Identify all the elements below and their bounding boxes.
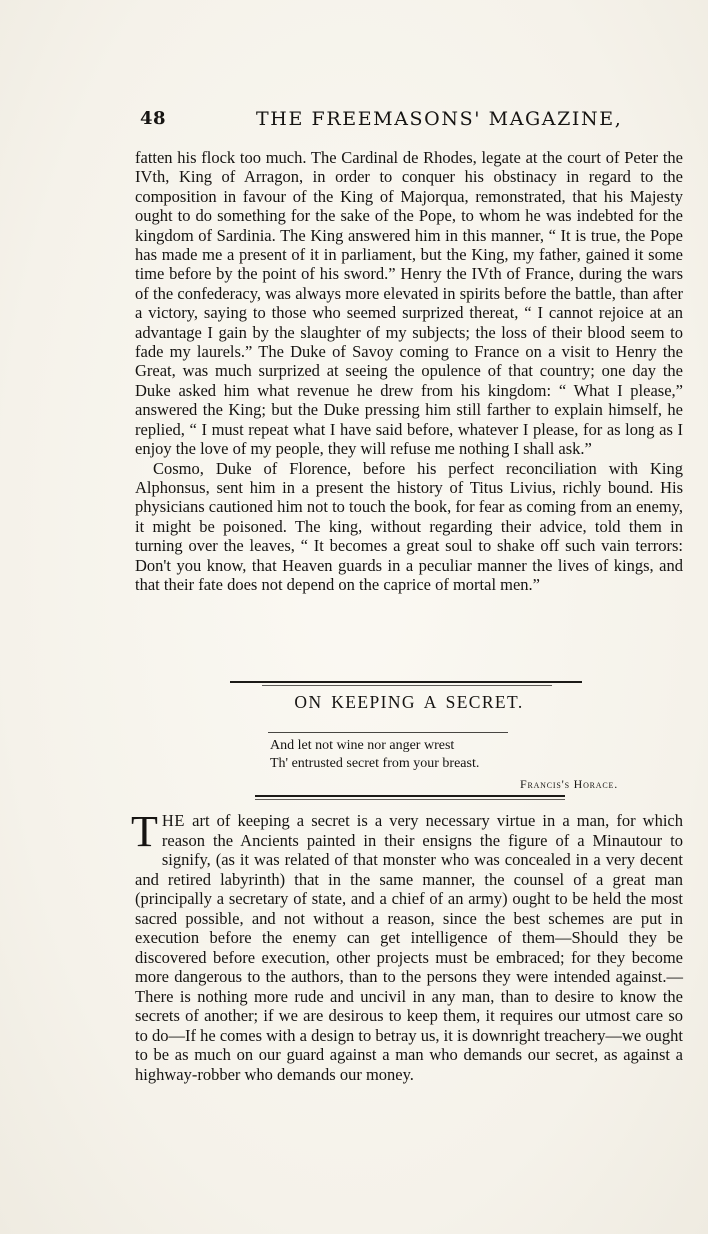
paragraph: Cosmo, Duke of Florence, before his perfect reconciliation with King Alphonsus, sent him in a present the history of Titus Livius, richly bound. His physicians cautioned him not to touch the book, for fear as coming from an enemy, it might be poisoned. The king, without regarding their advice, told them in turning over the leaves, “ It becomes a great soul to shake off such vain terrors: Don't you know, that Heaven guards in a peculiar manner the lives of kings, and that their fate does not depend on the caprice of mortal men.”: [135, 458, 683, 594]
epigraph: [270, 737, 590, 773]
journal-title: THE FREEMASONS' MAGAZINE,: [256, 108, 623, 130]
title-underline-rule: [268, 732, 508, 733]
page-number: 48: [140, 108, 167, 129]
section-divider-rule: [230, 681, 582, 683]
epigraph-divider-rule: [255, 795, 565, 797]
epigraph-line: Th' entrusted secret from your breast.: [270, 756, 480, 771]
epigraph-divider-rule: [255, 799, 565, 800]
epigraph-attribution: Francis's Horace.: [520, 777, 619, 791]
article-body: [131, 807, 683, 1084]
running-head: [140, 108, 685, 138]
continued-article-text: [135, 148, 683, 594]
article-title: ON KEEPING A SECRET.: [294, 692, 524, 712]
epigraph-line: And let not wine nor anger wrest: [270, 738, 455, 753]
lead-word: HE: [161, 811, 186, 830]
paragraph: fatten his flock too much. The Cardinal de Rhodes, legate at the court of Peter the IVth, King of Arragon, in order to conquer his obstinacy in regard to the composition in favour of the King of Majorqua, remonstrated, that his Majesty ought to do something for the sake of the Pope, to whom he was indebted for the kingdom of Sardinia. The King answered him in this manner, “ It is true, the Pope has made me a present of it in parliament, but the King, my father, gained it some time before by the point of his sword.” Henry the IVth of France, during the wars of the confederacy, was always more elevated in spirits before the battle, than after a victory, saying to those who seemed surprized thereat, “ I cannot rejoice at an advantage I gain by the slaughter of my subjects; the loss of their blood seem to fade my laurels.” The Duke of Savoy coming to France on a visit to Henry the Great, was much surprized at seeing the opulence of that country; one day the Duke asked him what revenue he drew from his kingdom: “ What I please,” answered the King; but the Duke pressing him still farther to explain himself, he replied, “ I must repeat what I have said before, whatever I please, for as long as I enjoy the love of my people, they will refuse me nothing I shall ask.”: [135, 148, 683, 459]
drop-cap: T: [131, 807, 158, 856]
paragraph: [131, 807, 683, 1084]
section-divider-rule: [262, 685, 552, 686]
article-body-text: art of keeping a secret is a very necessary virtue in a man, for which reason the Ancients painted in their ensigns the figure of a Minautour to signify, (as it was related of that monster who was concealed in a very decent and retired labyrinth) that in the same manner, the counsel of a great man (principally a secretary of state, and a chief of an army) ought to be held the most sacred possible, and not without a reason, since the best schemes are put in execution before the enemy can get intelligence of them—Should they be discovered before execution, other projects must be embraced; for they become more dangerous to the authors, than to the persons they were intended against.—There is nothing more rude and uncivil in any man, than to desire to know the secrets of another; if we are desirous to keep them, it requires our utmost care so to do—If he comes with a design to betray us, it is downright treachery—we ought to be as much on our guard against a man who demands our secret, as against a highway-robber who demands our money.: [135, 811, 683, 1084]
